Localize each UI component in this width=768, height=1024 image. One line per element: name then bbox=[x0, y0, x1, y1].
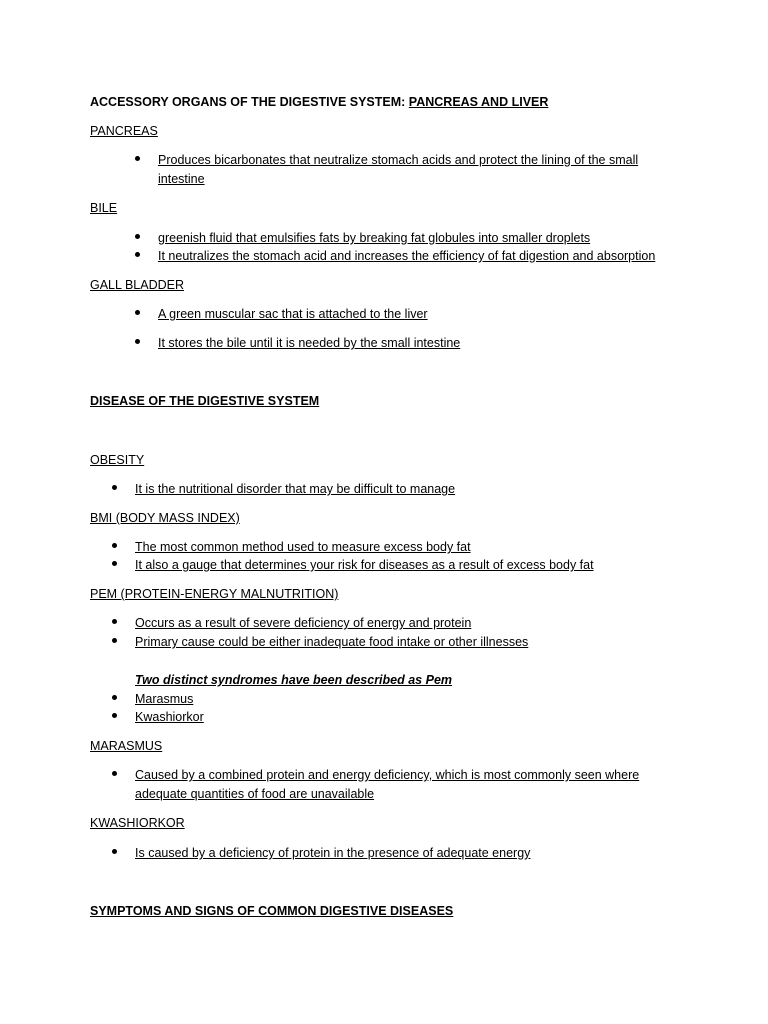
pancreas-bullet-1-line-2: intestine bbox=[158, 172, 205, 186]
marasmus-bullet-1-line-1: Caused by a combined protein and energy deficiency, which is most commonly seen where bbox=[135, 768, 640, 782]
kwashiorkor-title: KWASHIORKOR bbox=[90, 816, 185, 830]
kwashiorkor-bullet-1: Is caused by a deficiency of protein in the presence of adequate energy bbox=[135, 846, 531, 860]
bmi-bullet-1: The most common method used to measure excess body fat bbox=[135, 540, 471, 554]
bullet-icon bbox=[112, 713, 117, 718]
bullet-icon bbox=[112, 771, 117, 776]
disease-heading: DISEASE OF THE DIGESTIVE SYSTEM bbox=[90, 394, 320, 408]
bullet-icon bbox=[112, 561, 117, 566]
gall-bladder-bullet-2: It stores the bile until it is needed by the small intestine bbox=[158, 336, 461, 350]
bullet-icon bbox=[135, 234, 140, 239]
obesity-title: OBESITY bbox=[90, 453, 145, 467]
obesity-bullet-1: It is the nutritional disorder that may be difficult to manage bbox=[135, 482, 456, 496]
bile-title: BILE bbox=[90, 201, 118, 215]
pem-syndrome-1: Marasmus bbox=[135, 692, 194, 706]
pancreas-bullet-1-line-1: Produces bicarbonates that neutralize stomach acids and protect the lining of the small bbox=[158, 153, 639, 167]
main-heading bbox=[90, 94, 548, 110]
pem-bullet-2: Primary cause could be either inadequate food intake or other illnesses bbox=[135, 635, 529, 649]
bile-bullet-2: It neutralizes the stomach acid and increases the efficiency of fat digestion and absorption bbox=[158, 249, 656, 263]
pem-syndrome-2: Kwashiorkor bbox=[135, 710, 204, 724]
gall-bladder-bullet-1: A green muscular sac that is attached to the liver bbox=[158, 307, 428, 321]
bullet-icon bbox=[135, 310, 140, 315]
main-heading-underlined: PANCREAS AND LIVER bbox=[408, 95, 549, 109]
marasmus-bullet-1-line-2: adequate quantities of food are unavailable bbox=[135, 787, 375, 801]
bullet-icon bbox=[135, 252, 140, 257]
bullet-icon bbox=[112, 485, 117, 490]
bullet-icon bbox=[135, 156, 140, 161]
pem-bullet-1: Occurs as a result of severe deficiency of energy and protein bbox=[135, 616, 472, 630]
bullet-icon bbox=[112, 543, 117, 548]
main-heading-prefix: ACCESSORY ORGANS OF THE DIGESTIVE SYSTEM: bbox=[90, 95, 409, 109]
bullet-icon bbox=[112, 849, 117, 854]
bullet-icon bbox=[112, 619, 117, 624]
pem-subheading: Two distinct syndromes have been described as Pem bbox=[135, 673, 453, 687]
pem-title: PEM (PROTEIN-ENERGY MALNUTRITION) bbox=[90, 587, 339, 601]
bmi-title: BMI (BODY MASS INDEX) bbox=[90, 511, 240, 525]
bmi-bullet-2: It also a gauge that determines your risk for diseases as a result of excess body fat bbox=[135, 558, 594, 572]
bile-bullet-1: greenish fluid that emulsifies fats by breaking fat globules into smaller droplets bbox=[158, 231, 591, 245]
bullet-icon bbox=[112, 695, 117, 700]
gall-bladder-title: GALL BLADDER bbox=[90, 278, 185, 292]
symptoms-heading: SYMPTOMS AND SIGNS OF COMMON DIGESTIVE DISEASES bbox=[90, 904, 454, 918]
bullet-icon bbox=[112, 638, 117, 643]
marasmus-title: MARASMUS bbox=[90, 739, 163, 753]
bullet-icon bbox=[135, 339, 140, 344]
pancreas-title: PANCREAS bbox=[90, 124, 158, 138]
